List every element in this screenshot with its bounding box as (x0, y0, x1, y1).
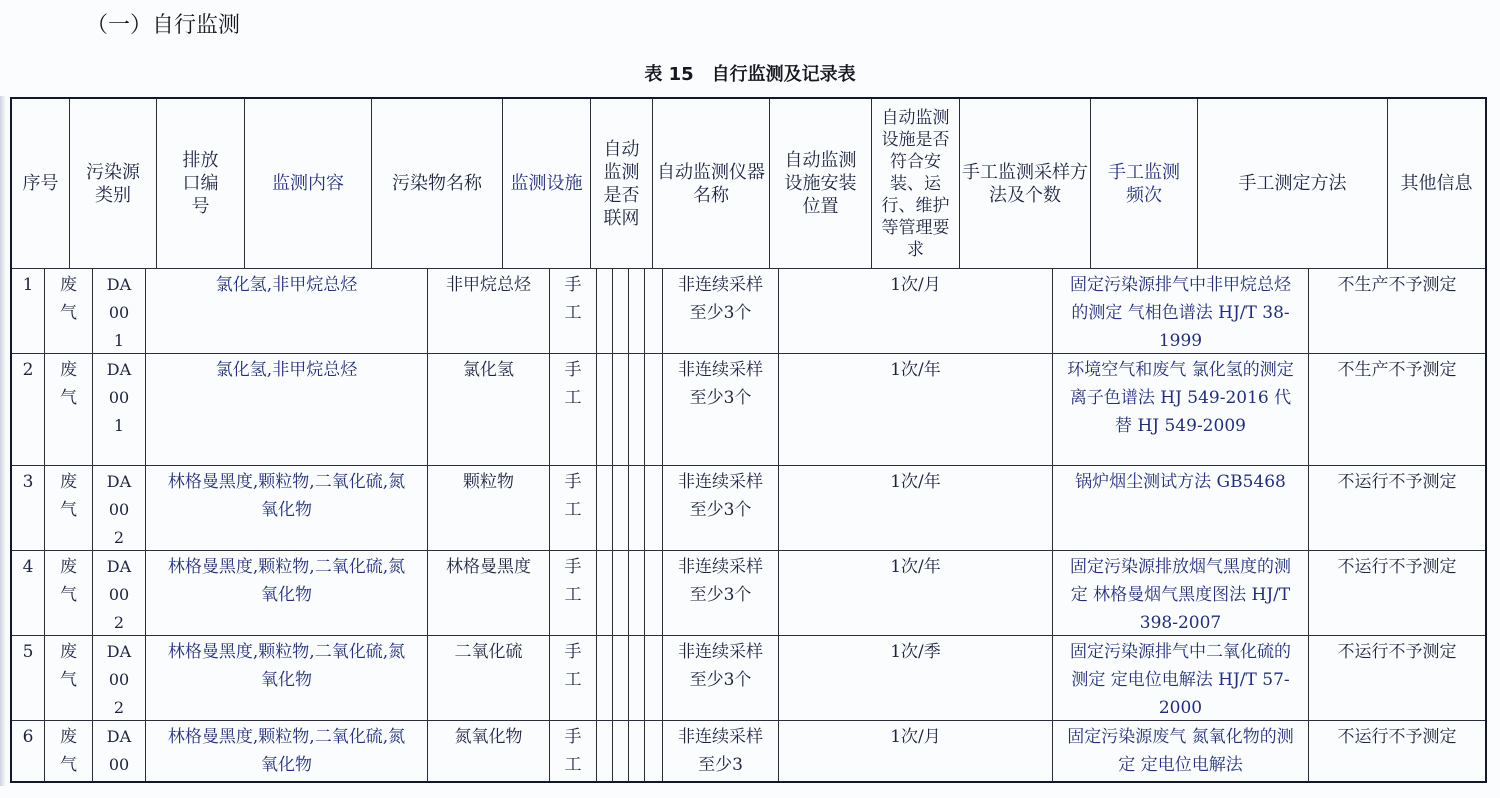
row2-seq: 2 (12, 354, 45, 466)
row4-seq: 4 (12, 551, 45, 636)
scan-edge (0, 96, 6, 786)
row2-frequency: 1次/年 (779, 354, 1053, 466)
row5-source-type: 废气 (45, 636, 93, 721)
row4-facility: 手工 (550, 551, 597, 636)
row3-other: 不运行不予测定 (1309, 466, 1485, 551)
row4-pollutant: 林格曼黑度 (428, 551, 550, 636)
row1-facility: 手工 (550, 269, 597, 354)
row4-outlet: DA002 (93, 551, 146, 636)
row6-facility: 手工 (550, 721, 597, 781)
row3-networked (597, 466, 613, 551)
row4-frequency: 1次/年 (779, 551, 1053, 636)
table-caption: 表 15 自行监测及记录表 (644, 64, 856, 85)
row1-seq: 1 (12, 269, 45, 354)
row4-install-pos (629, 551, 645, 636)
row4-sampling: 非连续采样 至少3个 (663, 551, 779, 636)
row2-content: 氯化氢,非甲烷总烃 (146, 354, 428, 466)
row6-content: 林格曼黑度,颗粒物,二氧化硫,氮氧化物 (146, 721, 428, 781)
row2-networked (597, 354, 613, 466)
row4-networked (597, 551, 613, 636)
row4-content: 林格曼黑度,颗粒物,二氧化硫,氮氧化物 (146, 551, 428, 636)
row5-seq: 5 (12, 636, 45, 721)
row3-seq: 3 (12, 466, 45, 551)
row1-sampling: 非连续采样 至少3个 (663, 269, 779, 354)
row2-pollutant: 氯化氢 (428, 354, 550, 466)
row5-networked (597, 636, 613, 721)
header-facility: 监测设施 (503, 99, 591, 269)
row6-frequency: 1次/月 (779, 721, 1053, 781)
row1-other: 不生产不予测定 (1309, 269, 1485, 354)
row4-other: 不运行不予测定 (1309, 551, 1485, 636)
row5-facility: 手工 (550, 636, 597, 721)
header-compliance: 自动监测设施是否符合安装、运行、维护等管理要求 (872, 99, 960, 269)
header-content: 监测内容 (245, 99, 372, 269)
row5-instrument (613, 636, 629, 721)
row5-sampling: 非连续采样 至少3个 (663, 636, 779, 721)
header-install-pos: 自动监测设施安装位置 (770, 99, 872, 269)
row3-source-type: 废气 (45, 466, 93, 551)
row3-outlet: DA002 (93, 466, 146, 551)
row3-pollutant: 颗粒物 (428, 466, 550, 551)
row1-pollutant: 非甲烷总烃 (428, 269, 550, 354)
row5-method: 固定污染源排气中二氧化硫的测定 定电位电解法 HJ/T 57-2000 (1053, 636, 1309, 721)
row1-install-pos (629, 269, 645, 354)
header-sampling: 手工监测采样方法及个数 (960, 99, 1091, 269)
row6-pollutant: 氮氧化物 (428, 721, 550, 781)
header-networked: 自动监测是否联网 (591, 99, 653, 269)
row5-other: 不运行不予测定 (1309, 636, 1485, 721)
row6-outlet: DA00 (93, 721, 146, 781)
row2-compliance (645, 354, 663, 466)
row4-compliance (645, 551, 663, 636)
row3-method: 锅炉烟尘测试方法 GB5468 (1053, 466, 1309, 551)
row1-instrument (613, 269, 629, 354)
row6-other: 不运行不予测定 (1337, 727, 1457, 747)
row2-install-pos (629, 354, 645, 466)
row5-content: 林格曼黑度,颗粒物,二氧化硫,氮氧化物 (146, 636, 428, 721)
row4-method: 固定污染源排放烟气黑度的测定 林格曼烟气黑度图法 HJ/T 398-2007 (1053, 551, 1309, 636)
header-source-type: 污染源类别 (70, 99, 157, 269)
row3-sampling: 非连续采样 至少3个 (663, 466, 779, 551)
row2-sampling: 非连续采样 至少3个 (663, 354, 779, 466)
header-other: 其他信息 (1388, 99, 1485, 269)
row5-compliance (645, 636, 663, 721)
row5-pollutant: 二氧化硫 (428, 636, 550, 721)
row6-install-pos (629, 721, 645, 781)
header-instrument: 自动监测仪器名称 (653, 99, 770, 269)
header-seq: 序号 (12, 99, 70, 269)
row3-content: 林格曼黑度,颗粒物,二氧化硫,氮氧化物 (146, 466, 428, 551)
row1-source-type: 废气 (45, 269, 93, 354)
row2-outlet: DA001 (93, 354, 146, 466)
row1-method: 固定污染源排气中非甲烷总烃的测定 气相色谱法 HJ/T 38-1999 (1053, 269, 1309, 354)
section-title: （一）自行监测 (86, 13, 241, 38)
header-method: 手工测定方法 (1198, 99, 1388, 269)
row3-frequency: 1次/年 (779, 466, 1053, 551)
header-frequency: 手工监测频次 (1091, 99, 1198, 269)
row6-instrument (613, 721, 629, 781)
row2-other: 不生产不予测定 (1309, 354, 1485, 466)
row3-install-pos (629, 466, 645, 551)
header-outlet: 排放口编号 (157, 99, 245, 269)
row3-instrument (613, 466, 629, 551)
row5-frequency: 1次/季 (779, 636, 1053, 721)
row6-compliance (645, 721, 663, 781)
row6-sampling: 非连续采样 至少3 (663, 721, 779, 781)
header-pollutant: 污染物名称 (372, 99, 503, 269)
row1-frequency: 1次/月 (779, 269, 1053, 354)
row2-method: 环境空气和废气 氯化氢的测定 离子色谱法 HJ 549-2016 代替 HJ 549-2009 (1053, 354, 1309, 466)
row5-outlet: DA002 (93, 636, 146, 721)
row4-source-type: 废气 (45, 551, 93, 636)
row6-source-type: 废气 (45, 721, 93, 781)
row1-networked (597, 269, 613, 354)
row2-source-type: 废气 (45, 354, 93, 466)
row5-install-pos (629, 636, 645, 721)
row6-networked (597, 721, 613, 781)
row2-facility: 手工 (550, 354, 597, 466)
row4-instrument (613, 551, 629, 636)
row1-content: 氯化氢,非甲烷总烃 (146, 269, 428, 354)
row2-instrument (613, 354, 629, 466)
row3-facility: 手工 (550, 466, 597, 551)
row3-compliance (645, 466, 663, 551)
row1-compliance (645, 269, 663, 354)
row1-outlet: DA001 (93, 269, 146, 354)
monitoring-table (10, 97, 1487, 783)
row6-seq: 6 (12, 721, 45, 781)
row6-method: 固定污染源废气 氮氧化物的测定 定电位电解法 (1053, 721, 1309, 781)
